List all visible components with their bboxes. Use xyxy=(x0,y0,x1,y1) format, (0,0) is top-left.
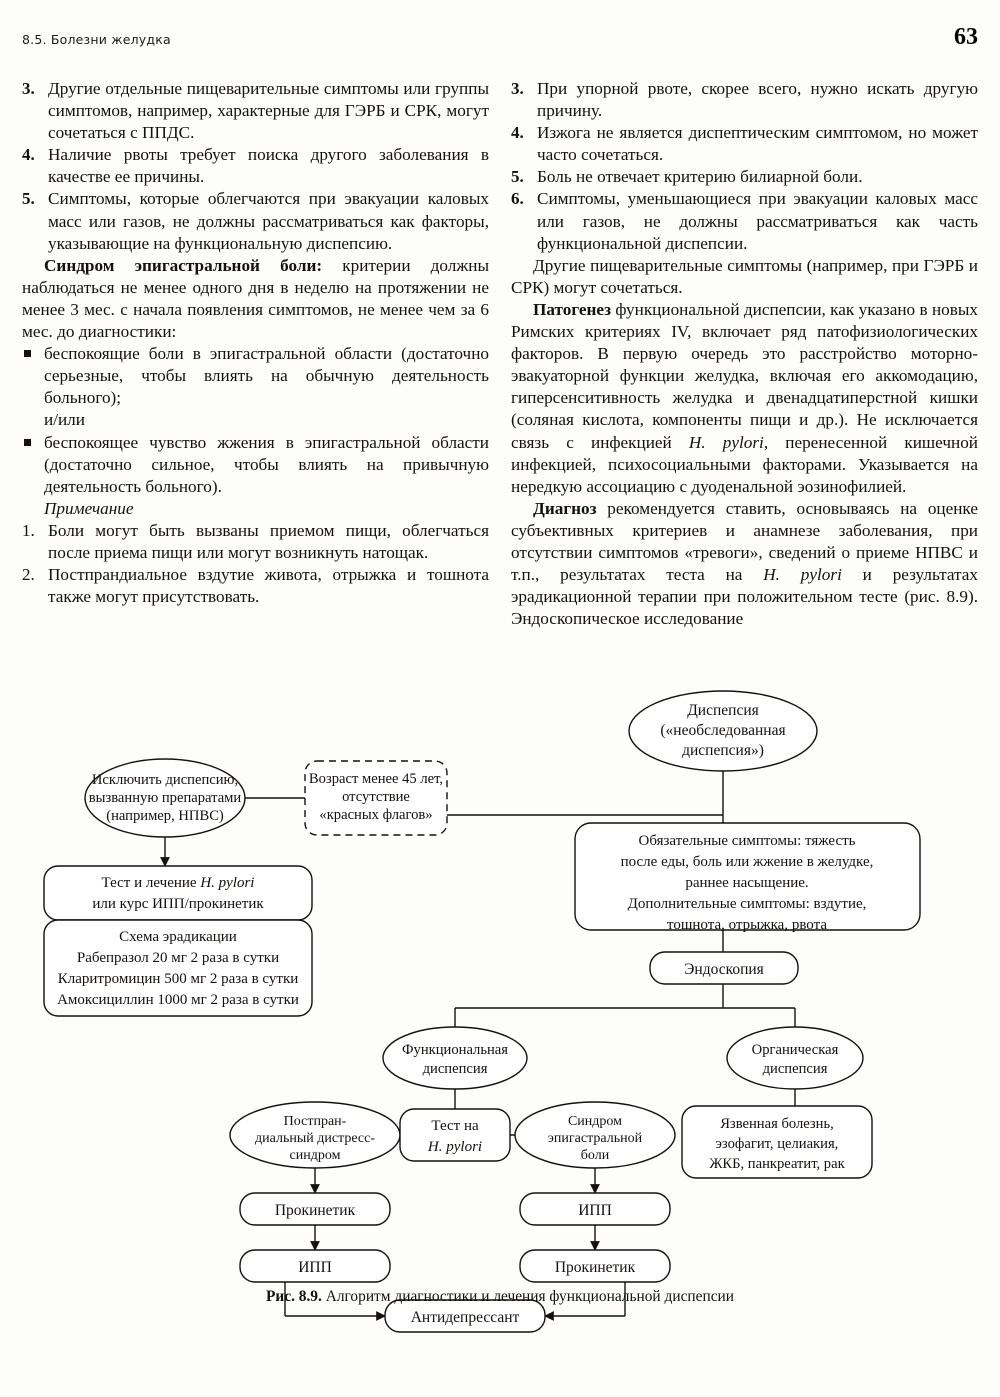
right-numbered-list xyxy=(511,78,978,255)
node-test-treat-line-1: Тест и лечение H. pylori xyxy=(101,875,255,891)
node-functional-line-2: диспепсия xyxy=(422,1061,488,1077)
list-item xyxy=(22,343,489,409)
left-column xyxy=(22,78,489,630)
pathogenesis-body-2: , перенесенной кишечной инфекцией, психосоциальными факторами. Указывается на нередкую ассоциацию с дуоденальной эозинофилией. xyxy=(511,432,978,496)
node-organic-line-2: диспепсия xyxy=(762,1061,828,1077)
node-eps-line-3: боли xyxy=(580,1148,610,1163)
node-organic-dx-line-2: эзофагит, целиакия, xyxy=(715,1136,839,1152)
node-organic-dyspepsia xyxy=(727,1027,863,1089)
list-marker: 3. xyxy=(511,79,524,98)
node-obligatory-line-1: Обязательные симптомы: тяжесть xyxy=(638,833,856,849)
node-dyspepsia xyxy=(629,691,817,771)
list-item xyxy=(511,78,978,122)
node-eradication-scheme xyxy=(44,920,312,1016)
node-organic-dx-line-3: ЖКБ, панкреатит, рак xyxy=(709,1156,845,1172)
node-exclude-line-3: (например, НПВС) xyxy=(106,808,224,824)
node-prokinetic-left xyxy=(240,1193,390,1225)
list-marker: 1. xyxy=(22,520,35,540)
right-column xyxy=(511,78,978,630)
list-marker: 6. xyxy=(511,189,524,209)
list-marker: 2. xyxy=(22,565,35,585)
list-item xyxy=(22,564,489,608)
node-pds-line-1: Постпран- xyxy=(283,1114,347,1129)
diagnosis-heading: Диагноз xyxy=(533,498,597,518)
node-test-and-treat xyxy=(44,866,312,920)
node-prokinetic-left-label: Прокинетик xyxy=(274,1202,356,1219)
node-eps-line-1: Синдром xyxy=(567,1114,623,1129)
node-prokinetic-right xyxy=(520,1250,670,1282)
list-text: Симптомы, уменьшающиеся при эвакуации каловых масс или газов, не должны рассматриваться как часть функциональной диспепсии. xyxy=(537,189,978,253)
node-endoscopy xyxy=(650,952,798,984)
epigastric-pain-paragraph xyxy=(22,255,489,343)
node-eradication-line-1: Схема эрадикации xyxy=(119,929,237,945)
node-ppi-right xyxy=(520,1193,670,1225)
and-or-label: и/или xyxy=(44,410,85,430)
node-hpylori-test xyxy=(400,1109,510,1161)
epigastric-criteria-list xyxy=(22,343,489,409)
node-hp-test-line-2: H. pylori xyxy=(427,1139,483,1155)
node-obligatory-line-4: Дополнительные симптомы: вздутие, xyxy=(627,896,867,912)
list-text: Боль не отвечает критерию билиарной боли. xyxy=(537,167,863,187)
node-functional-line-1: Функциональная xyxy=(402,1042,508,1058)
node-functional-dyspepsia xyxy=(383,1027,527,1089)
list-item xyxy=(511,188,978,254)
node-test-treat-line-2: или курс ИПП/прокинетик xyxy=(92,896,264,912)
node-organic-diagnoses xyxy=(682,1106,872,1178)
list-item xyxy=(22,520,489,564)
node-dyspepsia-line-3: диспепсия») xyxy=(682,742,764,759)
node-obligatory-symptoms xyxy=(575,823,920,933)
pathogenesis-paragraph xyxy=(511,299,978,498)
figure-caption xyxy=(0,1288,1000,1306)
diagnosis-paragraph xyxy=(511,498,978,631)
node-age-line-1: Возраст менее 45 лет, xyxy=(308,771,444,787)
node-prokinetic-right-label: Прокинетик xyxy=(554,1259,636,1276)
node-exclude-line-1: Исключить диспепсию, xyxy=(91,772,239,788)
list-text: Боли могут быть вызваны приемом пищи, облегчаться после приема пищи или могут возникнуть натощак. xyxy=(48,520,489,562)
list-text: беспокоящие боли в эпигастральной области (достаточно серьезные, чтобы влиять на обычную деятельность больного); xyxy=(44,344,489,408)
left-numbered-list xyxy=(22,78,489,255)
figure-caption-text: Алгоритм диагностики и лечения функциональной диспепсии xyxy=(321,1288,735,1305)
body-columns xyxy=(22,78,978,630)
list-text: Симптомы, которые облегчаются при эвакуации каловых масс или газов, не должны рассматриваться как факторы, указывающие на функциональную диспепсию. xyxy=(48,189,489,253)
page-number: 63 xyxy=(954,24,978,50)
pathogenesis-body-1: функциональной диспепсии, как указано в новых Римских критериях IV, включает ряд патофизиологических факторов. В первую очередь это расстройство моторно-эвакуаторной функции желудка, включая его аккомодацию, гиперсенситивность желудка и двенадцатиперстной кишки (соляная кислота, компоненты пищи и др.). Не исключается связь с инфекцией xyxy=(511,299,978,452)
node-obligatory-line-5: тошнота, отрыжка, рвота xyxy=(666,917,828,933)
list-item xyxy=(511,122,978,166)
node-eradication-line-4: Амоксициллин 1000 мг 2 раза в сутки xyxy=(57,992,299,1008)
node-exclude-drug-induced xyxy=(85,759,245,837)
node-pds-line-3: синдром xyxy=(289,1148,341,1163)
list-item xyxy=(22,432,489,498)
node-hp-test-line-1: Тест на xyxy=(431,1118,479,1134)
node-pds-line-2: диальный дистресс- xyxy=(255,1131,375,1146)
figure-caption-label: Рис. 8.9. xyxy=(265,1288,322,1305)
list-text: беспокоящее чувство жжения в эпигастральной области (достаточно сильное, чтобы влиять на привычную деятельность больного). xyxy=(44,432,489,496)
epigastric-criteria-list-2 xyxy=(22,432,489,498)
list-marker: 4. xyxy=(511,123,524,143)
list-item xyxy=(22,188,489,254)
note-heading: Примечание xyxy=(44,498,134,518)
list-text: Изжога не является диспептическим симптомом, но может часто сочетаться. xyxy=(537,123,978,165)
node-epigastric-pain-syndrome xyxy=(515,1102,675,1168)
list-text: При упорной рвоте, скорее всего, нужно искать другую причину. xyxy=(537,79,978,121)
node-age-line-3: «красных флагов» xyxy=(319,807,433,823)
node-exclude-line-2: вызванную препаратами xyxy=(88,790,242,806)
list-marker: 5. xyxy=(511,167,524,187)
epigastric-pain-body: критерии должны наблюдаться не менее одного дня в неделю на протяжении не менее 3 мес. с начала появления симптомов, не менее чем за 6 мес. до диагностики: xyxy=(22,255,489,342)
hpylori-italic: H. pylori xyxy=(763,565,842,585)
list-text: Наличие рвоты требует поиска другого заболевания в качестве ее причины. xyxy=(48,145,489,187)
node-dyspepsia-line-1: Диспепсия xyxy=(687,702,759,719)
chapter-title: 8.5. Болезни желудка xyxy=(22,32,171,47)
list-item xyxy=(22,144,489,188)
pathogenesis-heading: Патогенез xyxy=(533,299,611,319)
other-symptoms-paragraph: Другие пищеварительные симптомы (например, при ГЭРБ и СРК) могут сочетаться. xyxy=(511,255,978,297)
node-endoscopy-label: Эндоскопия xyxy=(684,961,764,978)
list-text: Постпрандиальное вздутие живота, отрыжка и тошнота также могут присутствовать. xyxy=(48,565,489,607)
node-age-red-flags xyxy=(305,761,447,835)
node-antidepressant-label: Антидепрессант xyxy=(410,1309,520,1326)
list-marker: 3. xyxy=(22,79,35,98)
epigastric-pain-heading: Синдром эпигастральной боли: xyxy=(44,255,323,275)
dyspepsia-algorithm-flowchart xyxy=(0,688,1000,1326)
node-dyspepsia-line-2: («необследованная xyxy=(660,722,786,739)
node-eradication-line-2: Рабепразол 20 мг 2 раза в сутки xyxy=(76,950,280,966)
node-age-line-2: отсутствие xyxy=(342,789,410,805)
node-eps-line-2: эпигастральной xyxy=(547,1131,643,1146)
list-marker: 4. xyxy=(22,145,35,165)
node-obligatory-line-2: после еды, боль или жжение в желудке, xyxy=(620,854,874,870)
diagnosis-body-2: и результатах эрадикационной терапии при положительном тесте (рис. 8.9). Эндоскопическое исследование xyxy=(511,565,978,629)
square-bullet-icon xyxy=(24,350,31,357)
node-ppi-left xyxy=(240,1250,390,1282)
note-list xyxy=(22,520,489,608)
node-obligatory-line-3: раннее насыщение. xyxy=(685,875,809,891)
node-ppi-left-label: ИПП xyxy=(298,1259,332,1276)
node-ppi-right-label: ИПП xyxy=(578,1202,612,1219)
hpylori-italic: H. pylori xyxy=(688,432,764,452)
node-postprandial-distress-syndrome xyxy=(230,1102,400,1168)
figure-8-9 xyxy=(0,688,1000,1326)
node-eradication-line-3: Кларитромицин 500 мг 2 раза в сутки xyxy=(57,971,299,987)
node-organic-dx-line-1: Язвенная болезнь, xyxy=(720,1116,834,1132)
square-bullet-icon xyxy=(24,439,31,446)
list-marker: 5. xyxy=(22,189,35,209)
node-organic-line-1: Органическая xyxy=(751,1042,839,1058)
diagnosis-body-1: рекомендуется ставить, основываясь на оценке субъективных критериев и анамнезе заболевания, при отсутствии симптомов «тревоги», сведений о приеме НПВС и т.п., результатах теста на xyxy=(511,498,978,585)
running-head xyxy=(0,24,1000,51)
list-item xyxy=(22,78,489,144)
list-item xyxy=(511,166,978,188)
list-text: Другие отдельные пищеварительные симптомы или группы симптомов, например, характерные для ГЭРБ и СРК, могут сочетаться с ППДС. xyxy=(48,79,489,143)
